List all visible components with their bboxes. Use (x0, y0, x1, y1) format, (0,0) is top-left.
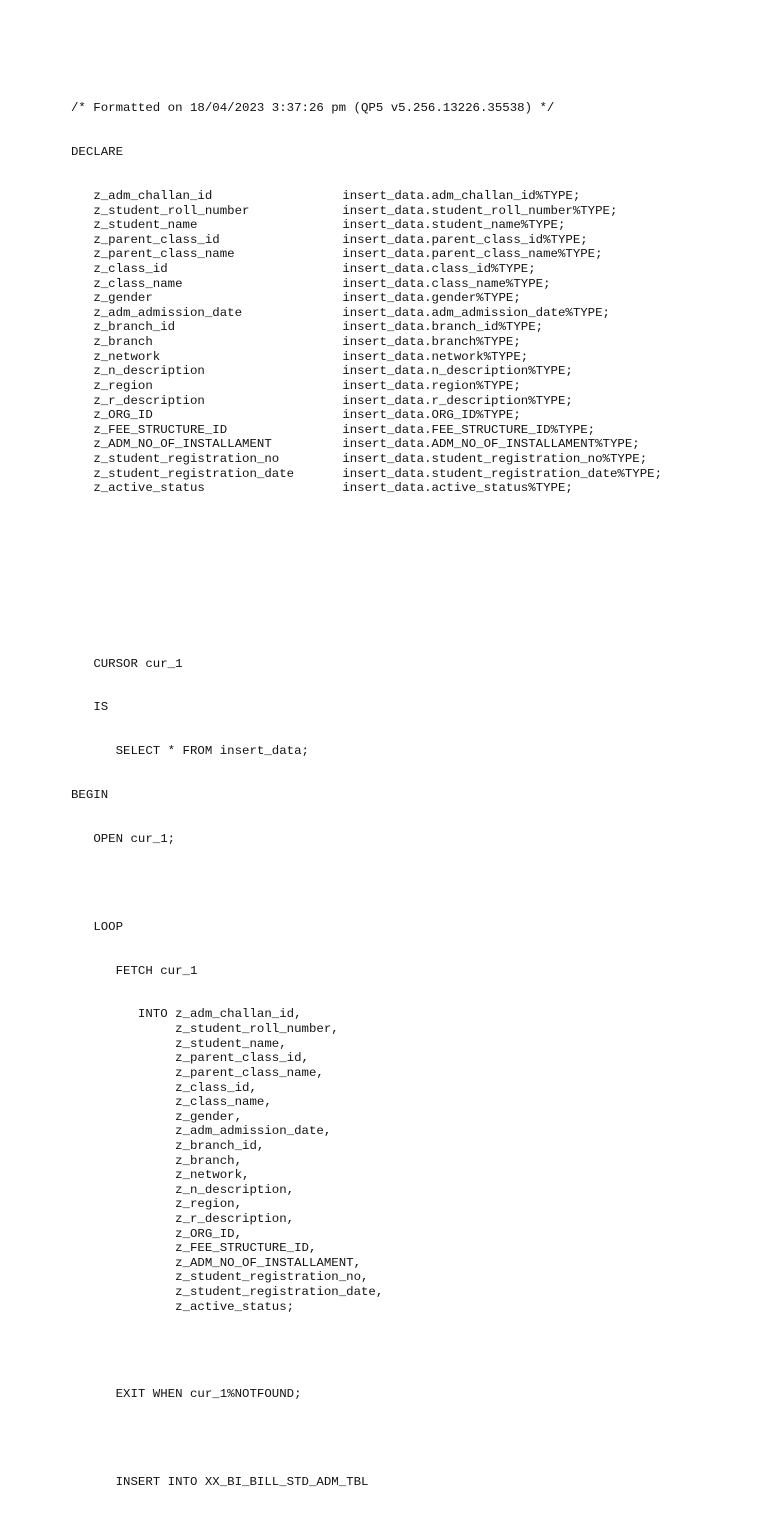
variable-type: insert_data.r_description%TYPE; (342, 393, 573, 408)
declaration-line (71, 408, 662, 423)
blank-line (71, 569, 662, 584)
into-item-line (71, 1256, 662, 1271)
is-line-text: IS (93, 700, 109, 715)
into-item-line (71, 1212, 662, 1227)
select-statement (71, 744, 662, 759)
declaration-line (71, 262, 662, 277)
variable-type: insert_data.parent_class_name%TYPE; (342, 247, 603, 262)
declaration-line (71, 394, 662, 409)
variable-name: z_parent_class_id (93, 232, 220, 247)
blank-line (71, 1431, 662, 1446)
into-item-line (71, 1051, 662, 1066)
declaration-line (71, 204, 662, 219)
blank-line (71, 525, 662, 540)
into-keyword: INTO (137, 1007, 168, 1022)
variable-type: insert_data.student_roll_number%TYPE; (342, 203, 618, 218)
begin-keyword: BEGIN (71, 788, 109, 803)
variable-type: insert_data.branch%TYPE; (342, 335, 521, 350)
declaration-line (71, 320, 662, 335)
variable-type: insert_data.branch_id%TYPE; (342, 320, 544, 335)
variable-type: insert_data.student_registration_no%TYPE; (342, 451, 648, 466)
variable-name: z_ADM_NO_OF_INSTALLAMENT (93, 437, 272, 452)
blank-line (71, 613, 662, 628)
into-item-line (71, 1154, 662, 1169)
into-item-line (71, 1270, 662, 1285)
declaration-line (71, 467, 662, 482)
loop-keyword (71, 920, 662, 935)
declaration-line (71, 423, 662, 438)
into-item-line (71, 1124, 662, 1139)
code-listing (71, 72, 662, 1519)
cursor-declaration (71, 657, 662, 672)
variable-type: insert_data.region%TYPE; (342, 378, 521, 393)
declaration-line (71, 481, 662, 496)
blank-line (71, 876, 662, 891)
declaration-line (71, 247, 662, 262)
declaration-line (71, 291, 662, 306)
variable-type: insert_data.active_status%TYPE; (342, 481, 573, 496)
variable-name: z_n_description (93, 364, 205, 379)
into-item-line (71, 1183, 662, 1198)
into-item-line (71, 1139, 662, 1154)
header-comment: /* Formatted on 18/04/2023 3:37:26 pm (QP5 v5.256.13226.35538) */ (71, 101, 555, 116)
fetch-statement (71, 964, 662, 979)
variable-type: insert_data.ADM_NO_OF_INSTALLAMENT%TYPE; (342, 437, 640, 452)
into-item-line (71, 1081, 662, 1096)
variable-name: z_class_name (93, 276, 183, 291)
variable-name: z_student_name (93, 218, 198, 233)
declaration-line (71, 218, 662, 233)
into-item-line (71, 1066, 662, 1081)
into-item-line (71, 1095, 662, 1110)
into-item-line (71, 1285, 662, 1300)
variable-name: z_gender (93, 291, 153, 306)
blank-line (71, 1344, 662, 1359)
open-statement (71, 832, 662, 847)
into-variable: z_active_status; (175, 1299, 295, 1314)
cursor-line-text: CURSOR cur_1 (93, 656, 183, 671)
declarations-block (71, 189, 662, 496)
select-line-text: SELECT * FROM insert_data; (115, 744, 309, 759)
declaration-line (71, 437, 662, 452)
variable-type: insert_data.student_name%TYPE; (342, 218, 566, 233)
variable-name: z_ORG_ID (93, 408, 153, 423)
declaration-line (71, 452, 662, 467)
into-variable: z_adm_challan_id, (175, 1007, 302, 1022)
variable-name: z_region (93, 378, 153, 393)
variable-name: z_adm_admission_date (93, 305, 243, 320)
into-variable: z_student_name, (175, 1036, 287, 1051)
declaration-line (71, 335, 662, 350)
variable-type: insert_data.FEE_STRUCTURE_ID%TYPE; (342, 422, 596, 437)
insert-line-text: INSERT INTO XX_BI_BILL_STD_ADM_TBL (115, 1475, 369, 1490)
into-item-line (71, 1300, 662, 1315)
into-variable: z_student_registration_no, (175, 1270, 369, 1285)
declaration-line (71, 350, 662, 365)
into-variable: z_branch_id, (175, 1138, 265, 1153)
declaration-line (71, 189, 662, 204)
variable-type: insert_data.adm_challan_id%TYPE; (342, 188, 581, 203)
variable-name: z_adm_challan_id (93, 188, 213, 203)
variable-name: z_FEE_STRUCTURE_ID (93, 422, 228, 437)
into-variable: z_r_description, (175, 1212, 295, 1226)
fetch-line-text: FETCH cur_1 (115, 963, 198, 978)
variable-type: insert_data.parent_class_id%TYPE; (342, 232, 588, 247)
insert-statement (71, 1475, 662, 1490)
into-variable: z_parent_class_id, (175, 1051, 309, 1066)
variable-type: insert_data.n_description%TYPE; (342, 364, 573, 379)
loop-line-text: LOOP (93, 919, 124, 934)
declaration-line (71, 306, 662, 321)
into-item-line (71, 1022, 662, 1037)
into-item-line (71, 1197, 662, 1212)
into-item-line (71, 1241, 662, 1256)
variable-type: insert_data.class_id%TYPE; (342, 262, 536, 277)
into-variable: z_gender, (175, 1109, 243, 1124)
into-variable: z_region, (175, 1197, 243, 1212)
into-item-line (71, 1168, 662, 1183)
variable-name: z_parent_class_name (93, 247, 235, 262)
into-item-line (71, 1227, 662, 1242)
into-variable: z_FEE_STRUCTURE_ID, (175, 1241, 317, 1256)
variable-name: z_class_id (93, 262, 168, 277)
into-variable: z_student_roll_number, (175, 1022, 339, 1037)
variable-name: z_branch (93, 335, 153, 350)
is-keyword (71, 700, 662, 715)
variable-name: z_network (93, 349, 161, 364)
into-item-line (71, 1007, 662, 1022)
variable-type: insert_data.gender%TYPE; (342, 291, 521, 306)
variable-name: z_r_description (93, 393, 205, 408)
into-variable: z_ADM_NO_OF_INSTALLAMENT, (175, 1255, 361, 1270)
variable-type: insert_data.student_registration_date%TYPE; (342, 466, 663, 481)
into-variable: z_class_name, (175, 1095, 272, 1110)
variable-name: z_student_registration_no (93, 451, 280, 466)
into-list (71, 1007, 662, 1314)
variable-name: z_student_roll_number (93, 203, 250, 218)
into-variable: z_ORG_ID, (175, 1226, 243, 1241)
into-item-line (71, 1037, 662, 1052)
variable-type: insert_data.ORG_ID%TYPE; (342, 408, 521, 423)
into-variable: z_class_id, (175, 1080, 257, 1095)
variable-type: insert_data.class_name%TYPE; (342, 276, 551, 291)
variable-name: z_branch_id (93, 320, 176, 335)
variable-name: z_active_status (93, 481, 205, 496)
declaration-line (71, 277, 662, 292)
variable-type: insert_data.adm_admission_date%TYPE; (342, 305, 610, 320)
declaration-line (71, 233, 662, 248)
into-variable: z_parent_class_name, (175, 1065, 324, 1080)
declare-keyword: DECLARE (71, 145, 124, 160)
into-variable: z_branch, (175, 1153, 243, 1168)
variable-name: z_student_registration_date (93, 466, 295, 481)
into-variable: z_adm_admission_date, (175, 1124, 332, 1139)
into-item-line (71, 1110, 662, 1125)
variable-type: insert_data.network%TYPE; (342, 349, 529, 364)
into-variable: z_student_registration_date, (175, 1285, 384, 1300)
into-variable: z_n_description, (175, 1182, 295, 1197)
exit-line-text: EXIT WHEN cur_1%NOTFOUND; (115, 1387, 302, 1402)
into-variable: z_network, (175, 1168, 250, 1183)
exit-statement (71, 1387, 662, 1402)
declaration-line (71, 364, 662, 379)
declaration-line (71, 379, 662, 394)
open-line-text: OPEN cur_1; (93, 832, 176, 847)
